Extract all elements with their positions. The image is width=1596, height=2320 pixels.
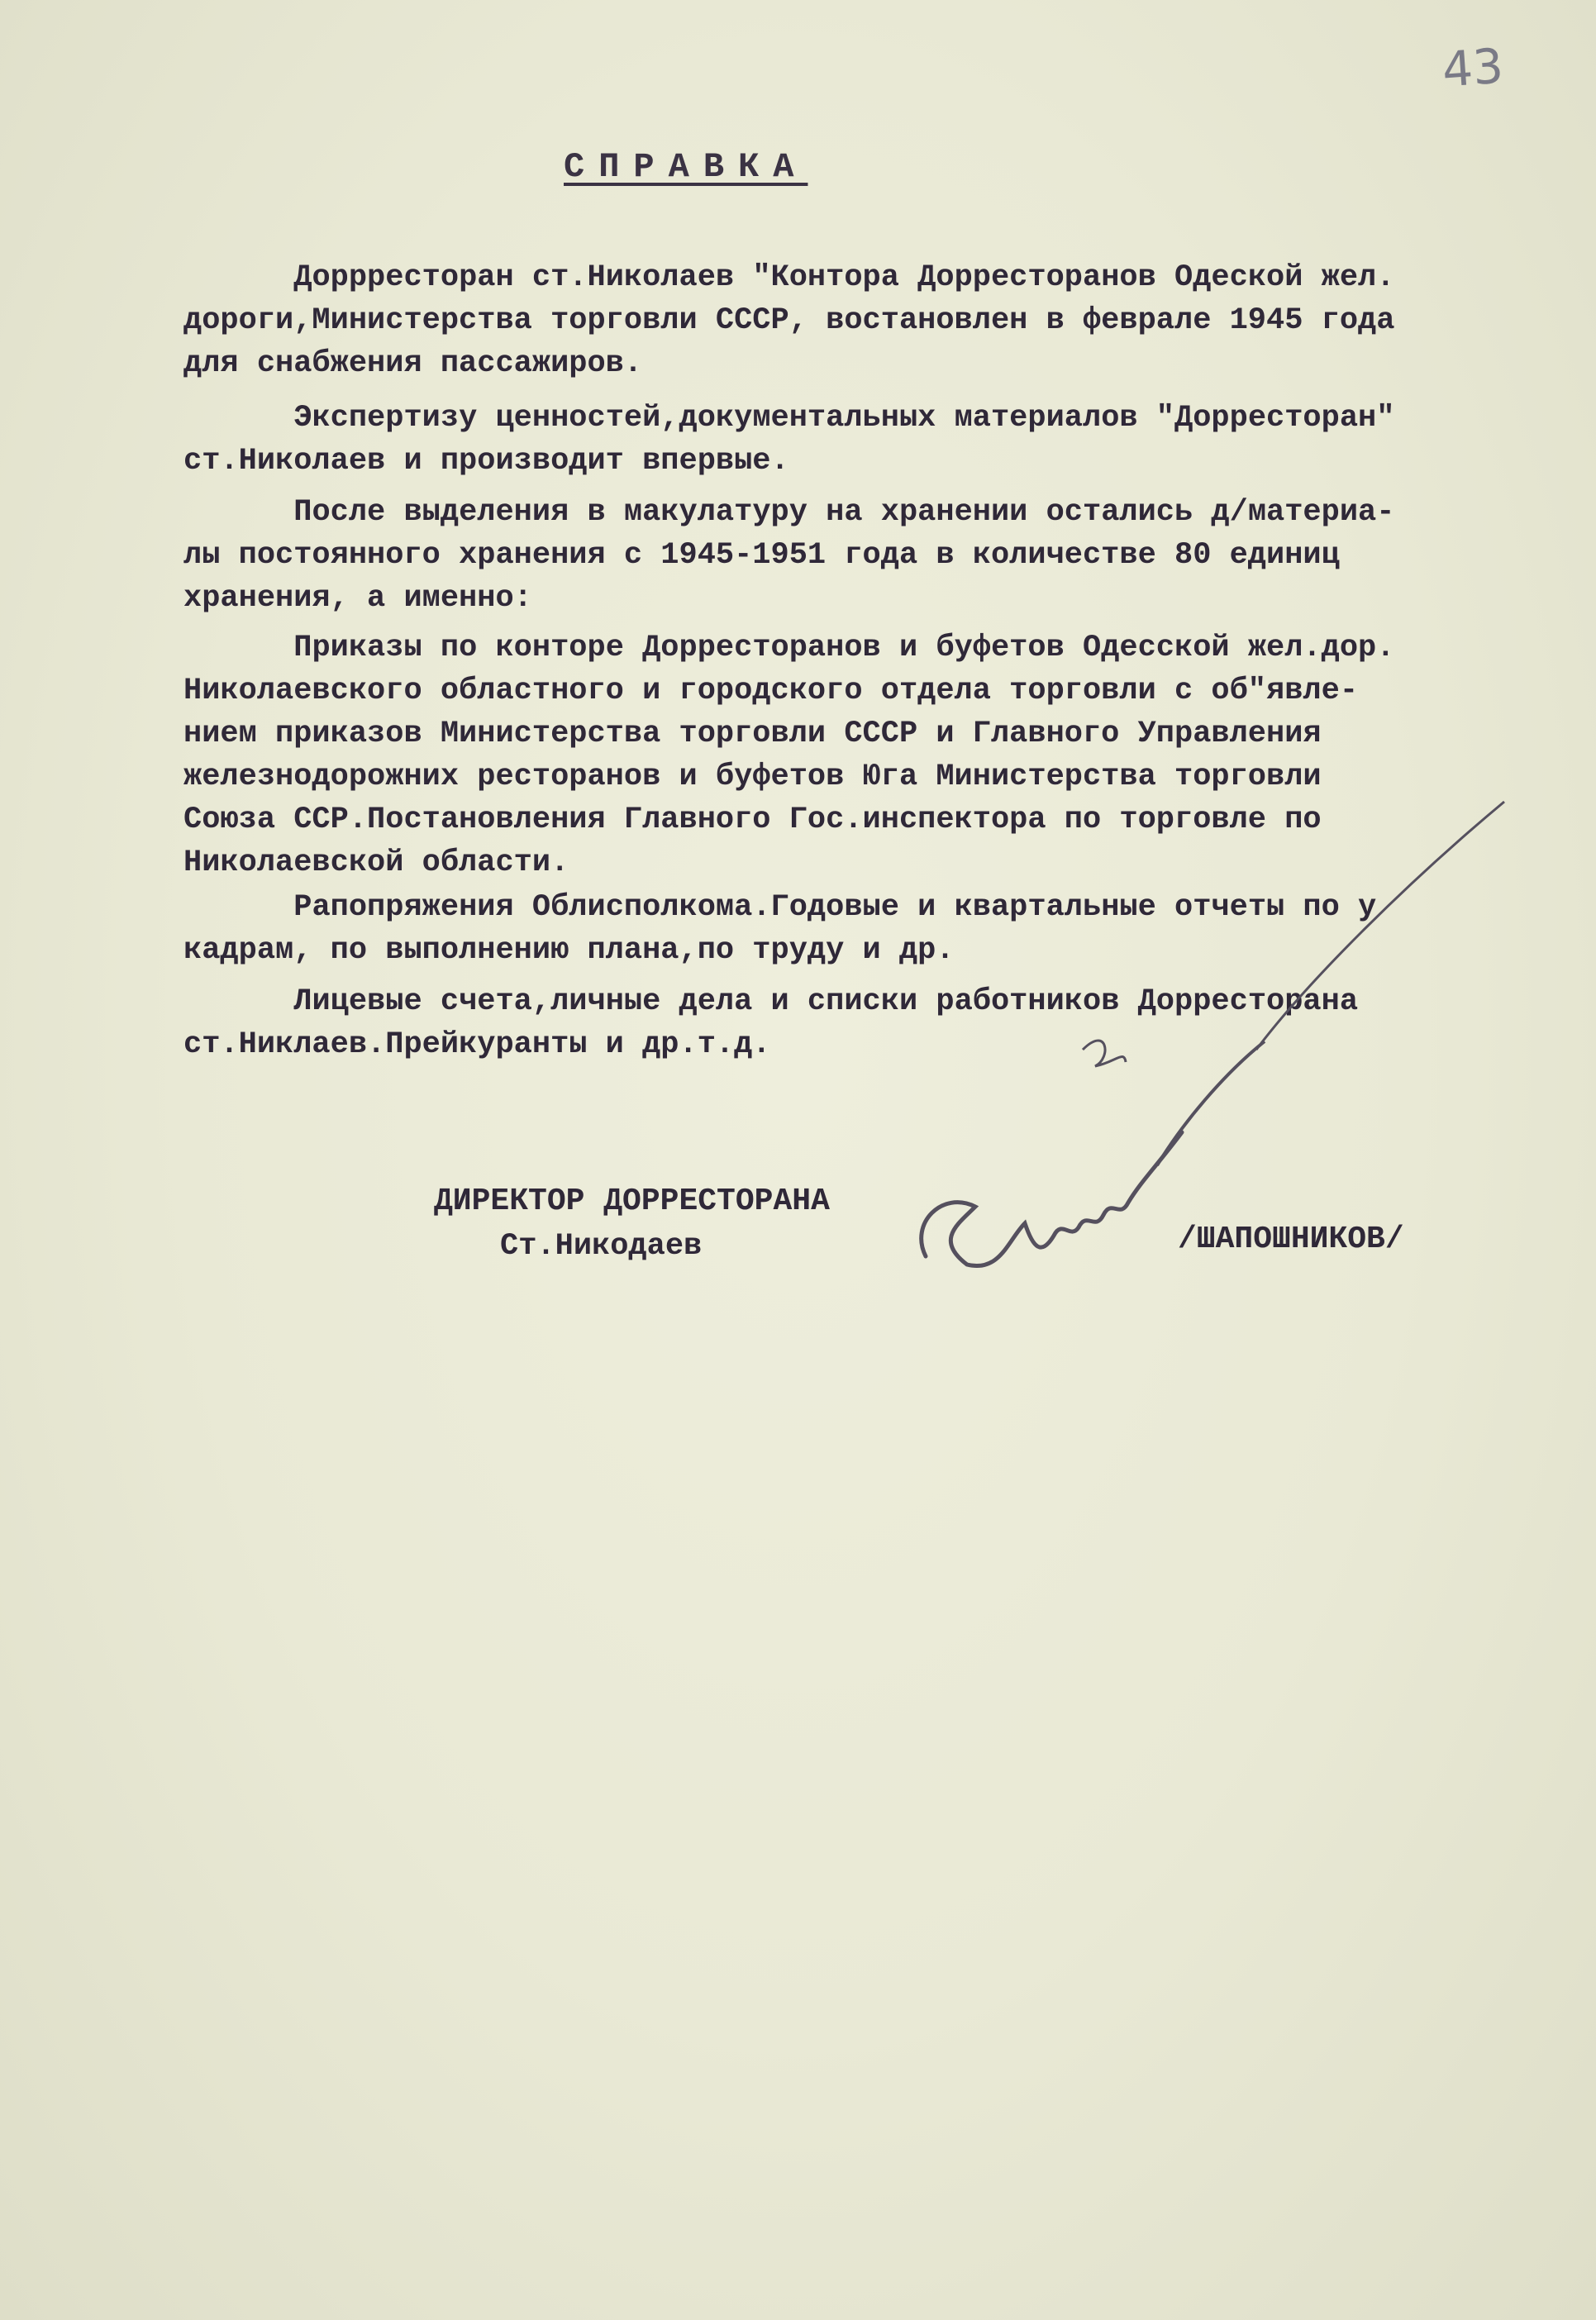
paragraph-5: Рапопряжения Облисполкома.Годовые и квартальные отчеты по у кадрам, по выполнению плана,по труду и др. <box>183 890 1377 968</box>
signatory-station: Ст.Никодаев <box>500 1229 703 1264</box>
document-title: СПРАВКА <box>564 147 808 187</box>
paragraph-1: Доррресторан ст.Николаев "Контора Дорресторанов Одеской жел. дороги,Министерства торговли СССР, востановлен в феврале 1945 года для снабжения пассажиров. <box>183 260 1395 381</box>
paragraph-3: После выделения в макулатуру на хранении остались д/материа- лы постоянного хранения с 1945-1951 года в количестве 80 единиц хранения, а именно: <box>183 495 1395 616</box>
signatory-name: /ШАПОШНИКОВ/ <box>1178 1222 1404 1257</box>
handwritten-signature <box>909 777 1537 1289</box>
paragraph-6: Лицевые счета,личные дела и списки работников Дорресторана ст.Никлаев.Прейкуранты и др.т.д. <box>183 984 1359 1062</box>
page-number: 43 <box>1440 37 1506 98</box>
paragraph-2: Экспертизу ценностей,документальных материалов "Дорресторан" ст.Николаев и производит впервые. <box>183 401 1395 479</box>
paragraph-4: Приказы по конторе Дорресторанов и буфетов Одесской жел.дор. Николаевского областного и городского отдела торговли с об"явле- нием приказов Министерства торговли СССР и Главного Управления железнодорожних ресторанов и буфетов Юга Министерства торговли Союза ССР.Постановления Главного Гос.инспектора по торговле по Николаевской области. <box>183 631 1395 880</box>
signatory-position: ДИРЕКТОР ДОРРЕСТОРАНА <box>434 1184 830 1219</box>
